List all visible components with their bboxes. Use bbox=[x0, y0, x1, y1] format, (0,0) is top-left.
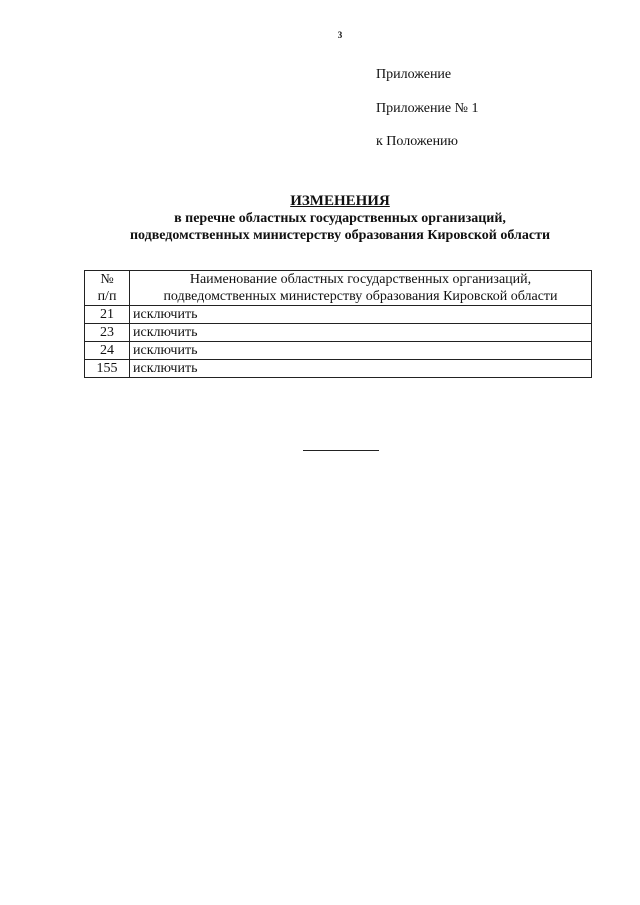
row-number: 23 bbox=[85, 324, 130, 342]
table-row bbox=[85, 360, 592, 378]
header-name-line-2: подведомственных министерству образования Кировской области bbox=[163, 289, 558, 304]
row-number: 21 bbox=[85, 306, 130, 324]
header-number-abbrev: п/п bbox=[97, 289, 117, 304]
appendix-number-label: Приложение № 1 bbox=[376, 101, 479, 116]
table-row bbox=[85, 324, 592, 342]
title-heading: ИЗМЕНЕНИЯ bbox=[290, 193, 390, 209]
row-action: исключить bbox=[130, 360, 592, 378]
table-row bbox=[85, 306, 592, 324]
header-name-line-1: Наименование областных государственных организаций, bbox=[189, 272, 532, 287]
appendix-label: Приложение bbox=[376, 67, 452, 82]
table-row bbox=[85, 342, 592, 360]
table-header-row bbox=[85, 271, 592, 306]
title-subtitle-line-2: подведомственных министерству образования Кировской области bbox=[129, 228, 551, 243]
appendix-reference-label: к Положению bbox=[376, 134, 459, 149]
row-action: исключить bbox=[130, 306, 592, 324]
header-name-cell bbox=[130, 271, 592, 306]
document-title bbox=[60, 193, 620, 244]
row-action: исключить bbox=[130, 324, 592, 342]
changes-table bbox=[84, 270, 592, 378]
row-number: 24 bbox=[85, 342, 130, 360]
row-number: 155 bbox=[85, 360, 130, 378]
page-number: 3 bbox=[337, 30, 343, 40]
title-subtitle-line-1: в перечне областных государственных организаций, bbox=[174, 211, 506, 226]
header-number-cell bbox=[85, 271, 130, 306]
end-of-document-line bbox=[303, 450, 379, 451]
header-number-symbol: № bbox=[100, 272, 114, 287]
row-action: исключить bbox=[130, 342, 592, 360]
